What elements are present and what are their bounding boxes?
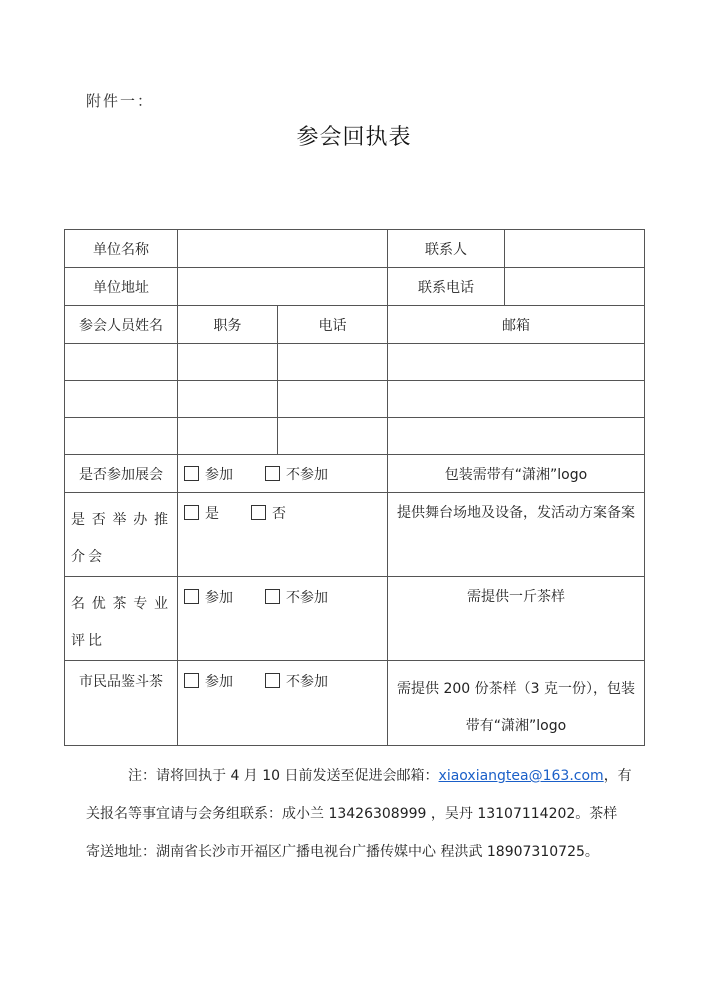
header-position: 职务 (178, 306, 278, 344)
promotion-question: 是否举办推介会 (65, 493, 178, 577)
exhibition-attend-checkbox[interactable] (184, 466, 199, 481)
tasting-attend-checkbox[interactable] (184, 673, 199, 688)
contact-label: 联系人 (388, 230, 505, 268)
exhibition-decline-label: 不参加 (286, 466, 328, 483)
header-email: 邮箱 (388, 306, 645, 344)
tasting-requirement: 需提供 200 份茶样（3 克一份），包装带有“潇湘”logo (388, 661, 645, 746)
attendee-name-cell[interactable] (65, 344, 178, 381)
tea-contest-options (178, 577, 388, 661)
submission-note (86, 757, 636, 871)
tea-contest-attend-checkbox[interactable] (184, 589, 199, 604)
exhibition-requirement: 包装需带有“潇湘”logo (388, 455, 645, 493)
unit-name-label: 单位名称 (65, 230, 178, 268)
note-after-email: ，有 (603, 768, 632, 784)
tea-contest-question: 名优茶专业评比 (65, 577, 178, 661)
tasting-row (65, 661, 645, 746)
tasting-attend-label: 参加 (205, 674, 233, 690)
tasting-question: 市民品鉴斗茶 (65, 661, 178, 746)
attendee-row (65, 344, 645, 381)
promotion-requirement: 提供舞台场地及设备，发活动方案备案 (388, 493, 645, 577)
exhibition-question: 是否参加展会 (65, 455, 178, 493)
contact-field[interactable] (505, 230, 645, 268)
attendee-row (65, 381, 645, 418)
tea-contest-decline-checkbox[interactable] (265, 589, 280, 604)
promotion-no-label: 否 (272, 506, 286, 522)
attendee-email-cell[interactable] (388, 381, 645, 418)
tea-contest-requirement: 需提供一斤茶样 (388, 577, 645, 661)
phone-label: 联系电话 (388, 268, 505, 306)
note-prefix: 注：请将回执于 4 月 10 日前发送至促进会邮箱： (128, 768, 439, 784)
note-line-2: 关报名等事宜请与会务组联系：成小兰 13426308999 ，吴丹 13107114202。茶样 (86, 806, 618, 822)
attendee-position-cell[interactable] (178, 418, 278, 455)
unit-address-label: 单位地址 (65, 268, 178, 306)
reply-form-table (64, 229, 645, 746)
table-row (65, 230, 645, 268)
unit-name-field[interactable] (178, 230, 388, 268)
header-phone: 电话 (278, 306, 388, 344)
tasting-decline-checkbox[interactable] (265, 673, 280, 688)
attendee-position-cell[interactable] (178, 344, 278, 381)
exhibition-attend-label: 参加 (205, 466, 233, 483)
attendee-email-cell[interactable] (388, 418, 645, 455)
promotion-yes-checkbox[interactable] (184, 505, 199, 520)
promotion-row (65, 493, 645, 577)
attendee-email-cell[interactable] (388, 344, 645, 381)
phone-field[interactable] (505, 268, 645, 306)
attachment-label: 附件一： (86, 92, 155, 110)
tasting-options (178, 661, 388, 746)
tea-contest-attend-label: 参加 (205, 590, 233, 606)
unit-address-field[interactable] (178, 268, 388, 306)
exhibition-options (178, 455, 388, 493)
note-line-1 (86, 757, 636, 795)
table-row (65, 268, 645, 306)
attendee-row (65, 418, 645, 455)
promotion-no-checkbox[interactable] (251, 505, 266, 520)
tea-contest-row (65, 577, 645, 661)
header-attendee-name: 参会人员姓名 (65, 306, 178, 344)
tea-contest-decline-label: 不参加 (286, 590, 328, 606)
tasting-decline-label: 不参加 (286, 674, 328, 690)
contact-email-link[interactable]: xiaoxiangtea@163.com (438, 768, 604, 784)
attendee-phone-cell[interactable] (278, 418, 388, 455)
promotion-yes-label: 是 (205, 506, 219, 522)
attendee-phone-cell[interactable] (278, 381, 388, 418)
attendee-phone-cell[interactable] (278, 344, 388, 381)
attendee-name-cell[interactable] (65, 418, 178, 455)
exhibition-decline-checkbox[interactable] (265, 466, 280, 481)
page-title: 参会回执表 (296, 125, 412, 150)
note-line-3: 寄送地址：湖南省长沙市开福区广播电视台广播传媒中心 程洪武 18907310725。 (86, 844, 599, 860)
exhibition-row (65, 455, 645, 493)
attendee-position-cell[interactable] (178, 381, 278, 418)
table-header-row (65, 306, 645, 344)
attendee-name-cell[interactable] (65, 381, 178, 418)
promotion-options (178, 493, 388, 577)
